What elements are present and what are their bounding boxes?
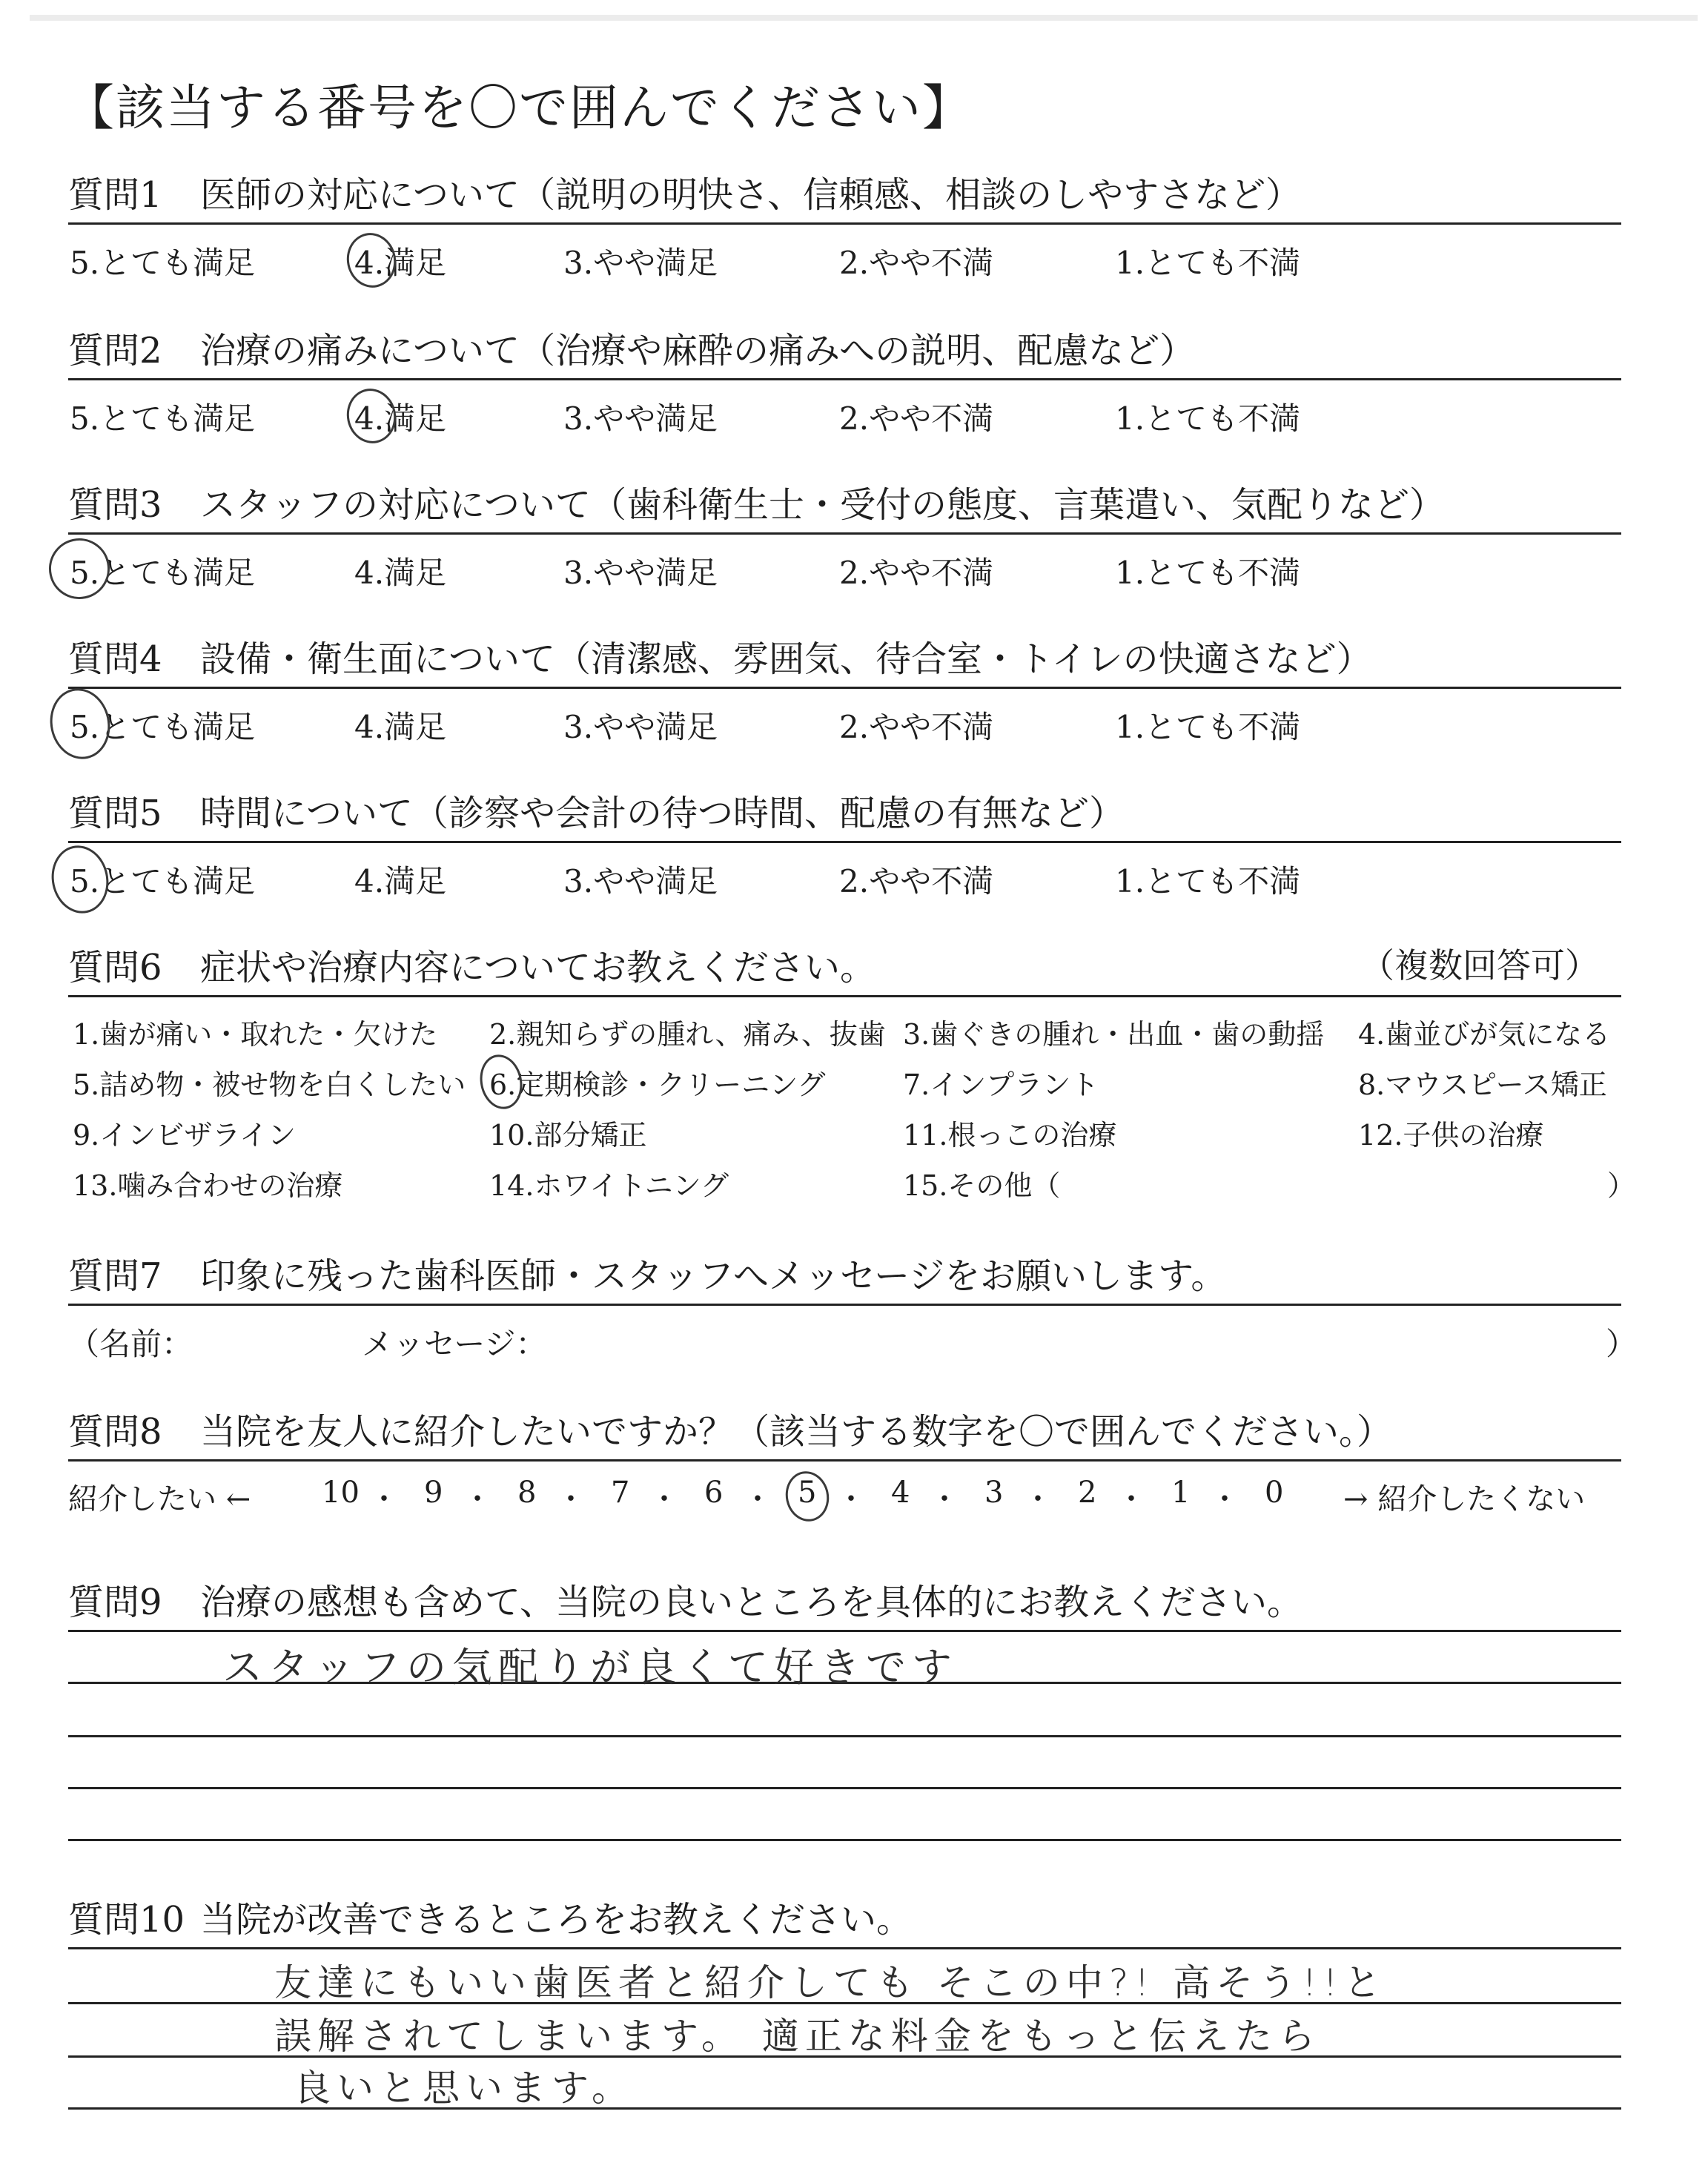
q1-option-4[interactable]: 4.満足 <box>354 245 447 281</box>
q6-option-7[interactable]: 7.インプラント <box>903 1069 1099 1101</box>
question-10 <box>68 1889 1621 1941</box>
q8-scale-separator: ・ <box>649 1482 679 1516</box>
q8-scale-6[interactable]: 6 <box>704 1476 724 1510</box>
q8-selection-circle <box>781 1467 834 1526</box>
question-7-label: 質問7 <box>68 1255 162 1297</box>
question-8 <box>68 1401 1621 1527</box>
question-2-header <box>68 320 1621 380</box>
q10-handwritten-answer-line-2: 誤解されてしまいます。 適正な料金をもっと伝えたら <box>274 2015 1321 2058</box>
question-10-header <box>68 1889 1621 1949</box>
question-7-text: 印象に残った歯科医師・スタッフへメッセージをお願いします。 <box>200 1255 1227 1297</box>
q2-option-3[interactable]: 3.やや満足 <box>563 400 718 437</box>
q5-option-1[interactable]: 1.とても不満 <box>1115 863 1301 899</box>
question-2-text: 治療の痛みについて（治療や麻酔の痛みへの説明、配慮など） <box>200 330 1196 371</box>
scan-edge <box>30 15 1698 21</box>
q10-handwritten-answer-line-1: 友達にもいい歯医者と紹介しても そこの中?! 高そう!!と <box>274 1961 1387 2004</box>
question-6 <box>68 937 1636 1219</box>
q8-scale-separator: ・ <box>1023 1482 1053 1516</box>
question-8-label: 質問8 <box>68 1411 162 1453</box>
q9-handwritten-answer: スタッフの気配りが良くて好きです <box>222 1644 958 1691</box>
question-6-text: 症状や治療内容についてお教えください。 <box>200 947 876 988</box>
q8-scale-separator: ・ <box>369 1482 399 1516</box>
q4-option-2[interactable]: 2.やや不満 <box>839 709 994 745</box>
q2-option-4[interactable]: 4.満足 <box>354 400 447 437</box>
question-6-note: （複数回答可） <box>1360 945 1599 985</box>
q7-message-label: メッセージ： <box>362 1326 547 1362</box>
q8-scale-separator: ・ <box>1116 1482 1146 1516</box>
q5-selection-circle <box>45 840 114 919</box>
q5-option-5[interactable]: 5.とても満足 <box>70 863 256 899</box>
question-9-label: 質問9 <box>68 1582 162 1623</box>
q8-scale-separator: ・ <box>556 1482 586 1516</box>
question-6-header <box>68 937 1621 997</box>
q3-option-5[interactable]: 5.とても満足 <box>70 555 256 591</box>
q4-option-5[interactable]: 5.とても満足 <box>70 709 256 745</box>
question-2 <box>68 320 1621 476</box>
question-3-text: スタッフの対応について（歯科衛生士・受付の態度、言葉遣い、気配りなど） <box>200 484 1446 526</box>
question-4 <box>68 629 1621 785</box>
q2-option-2[interactable]: 2.やや不満 <box>839 400 994 437</box>
q1-option-1[interactable]: 1.とても不満 <box>1115 245 1301 281</box>
q8-scale-7[interactable]: 7 <box>611 1476 630 1510</box>
q8-scale-4[interactable]: 4 <box>891 1476 910 1510</box>
q3-selection-circle <box>43 532 115 604</box>
q1-option-5[interactable]: 5.とても満足 <box>70 245 256 281</box>
q6-option-2[interactable]: 2.親知らずの腫れ、痛み、抜歯 <box>489 1018 886 1051</box>
q8-scale-0[interactable]: 0 <box>1265 1476 1284 1510</box>
q8-right-label: → 紹介したくない <box>1343 1482 1586 1516</box>
q6-option-11[interactable]: 11.根っこの治療 <box>903 1119 1117 1152</box>
q6-option-5[interactable]: 5.詰め物・被せ物を白くしたい <box>73 1069 466 1101</box>
question-1 <box>68 165 1621 320</box>
q8-scale-8[interactable]: 8 <box>517 1476 537 1510</box>
q6-option-6[interactable]: 6.定期検診・クリーニング <box>489 1069 826 1101</box>
question-8-text: 当院を友人に紹介したいですか？（該当する数字を〇で囲んでください。） <box>200 1411 1393 1453</box>
question-3-label: 質問3 <box>68 484 162 526</box>
question-2-label: 質問2 <box>68 330 162 371</box>
q8-scale-separator: ・ <box>463 1482 492 1516</box>
q2-option-1[interactable]: 1.とても不満 <box>1115 400 1301 437</box>
form-title: 【該当する番号を〇で囲んでください】 <box>65 79 973 136</box>
q6-option-12[interactable]: 12.子供の治療 <box>1358 1119 1544 1152</box>
q8-scale-2[interactable]: 2 <box>1078 1476 1097 1510</box>
q6-option-15-close: ） <box>1607 1169 1636 1202</box>
question-1-header <box>68 165 1621 225</box>
q6-option-8[interactable]: 8.マウスピース矯正 <box>1358 1069 1607 1101</box>
question-7 <box>68 1246 1638 1372</box>
q9-write-line-3 <box>68 1787 1621 1789</box>
q4-selection-circle <box>44 683 116 765</box>
q8-scale <box>322 1476 1382 1520</box>
q4-option-1[interactable]: 1.とても不満 <box>1115 709 1301 745</box>
q8-scale-10[interactable]: 10 <box>322 1476 360 1510</box>
q8-scale-separator: ・ <box>743 1482 772 1516</box>
q7-name-label: （名前： <box>68 1326 193 1362</box>
question-3 <box>68 475 1621 630</box>
question-10-text: 当院が改善できるところをお教えください。 <box>200 1899 913 1941</box>
q6-option-10[interactable]: 10.部分矯正 <box>489 1119 647 1152</box>
q5-option-4[interactable]: 4.満足 <box>354 863 447 899</box>
q4-option-4[interactable]: 4.満足 <box>354 709 447 745</box>
q3-option-4[interactable]: 4.満足 <box>354 555 447 591</box>
question-6-label: 質問6 <box>68 947 162 988</box>
question-5-text: 時間について（診察や会計の待つ時間、配慮の有無など） <box>200 793 1125 834</box>
question-8-header <box>68 1401 1621 1462</box>
q2-option-5[interactable]: 5.とても満足 <box>70 400 256 437</box>
q6-option-9[interactable]: 9.インビザライン <box>73 1119 297 1152</box>
q7-close-paren: ） <box>1606 1326 1638 1362</box>
q1-option-2[interactable]: 2.やや不満 <box>839 245 994 281</box>
q5-option-3[interactable]: 3.やや満足 <box>563 863 718 899</box>
question-5-label: 質問5 <box>68 793 162 834</box>
q4-option-3[interactable]: 3.やや満足 <box>563 709 718 745</box>
question-5-header <box>68 783 1621 843</box>
q6-option-14[interactable]: 14.ホワイトニング <box>489 1169 729 1202</box>
q8-scale-separator: ・ <box>1210 1482 1239 1516</box>
q8-left-label: 紹介したい ← <box>68 1482 251 1516</box>
question-9-text: 治療の感想も含めて、当院の良いところを具体的にお教えください。 <box>200 1582 1303 1623</box>
q6-option-3[interactable]: 3.歯ぐきの腫れ・出血・歯の動揺 <box>903 1018 1325 1051</box>
question-1-text: 医師の対応について（説明の明快さ、信頼感、相談のしやすさなど） <box>200 174 1302 216</box>
q3-option-2[interactable]: 2.やや不満 <box>839 555 994 591</box>
q5-option-2[interactable]: 2.やや不満 <box>839 863 994 899</box>
q10-handwritten-answer-line-3: 良いと思います。 <box>294 2067 635 2110</box>
q8-scale-5[interactable]: 5 <box>798 1476 817 1510</box>
q6-option-13[interactable]: 13.噛み合わせの治療 <box>73 1169 343 1202</box>
question-7-header <box>68 1246 1621 1306</box>
question-1-label: 質問1 <box>68 174 162 216</box>
question-4-label: 質問4 <box>68 638 162 680</box>
q3-option-1[interactable]: 1.とても不満 <box>1115 555 1301 591</box>
q8-scale-3[interactable]: 3 <box>984 1476 1004 1510</box>
question-4-header <box>68 629 1621 689</box>
q3-option-3[interactable]: 3.やや満足 <box>563 555 718 591</box>
q6-option-15[interactable]: 15.その他（ <box>903 1169 1061 1202</box>
q6-selection-circle <box>475 1051 527 1113</box>
q9-write-line-2 <box>68 1735 1621 1737</box>
question-9-header <box>68 1572 1621 1632</box>
q6-option-1[interactable]: 1.歯が痛い・取れた・欠けた <box>73 1018 438 1051</box>
q8-scale-9[interactable]: 9 <box>424 1476 443 1510</box>
question-3-header <box>68 475 1621 535</box>
q9-write-line-4 <box>68 1839 1621 1841</box>
q8-scale-separator: ・ <box>930 1482 959 1516</box>
q8-scale-separator: ・ <box>836 1482 866 1516</box>
question-4-text: 設備・衛生面について（清潔感、雰囲気、待合室・トイレの快適さなど） <box>200 638 1372 680</box>
question-5 <box>68 783 1621 939</box>
q6-option-4[interactable]: 4.歯並びが気になる <box>1358 1018 1611 1051</box>
q1-option-3[interactable]: 3.やや満足 <box>563 245 718 281</box>
q8-scale-1[interactable]: 1 <box>1171 1476 1191 1510</box>
question-9 <box>68 1572 1621 1624</box>
question-10-label: 質問10 <box>68 1899 185 1941</box>
